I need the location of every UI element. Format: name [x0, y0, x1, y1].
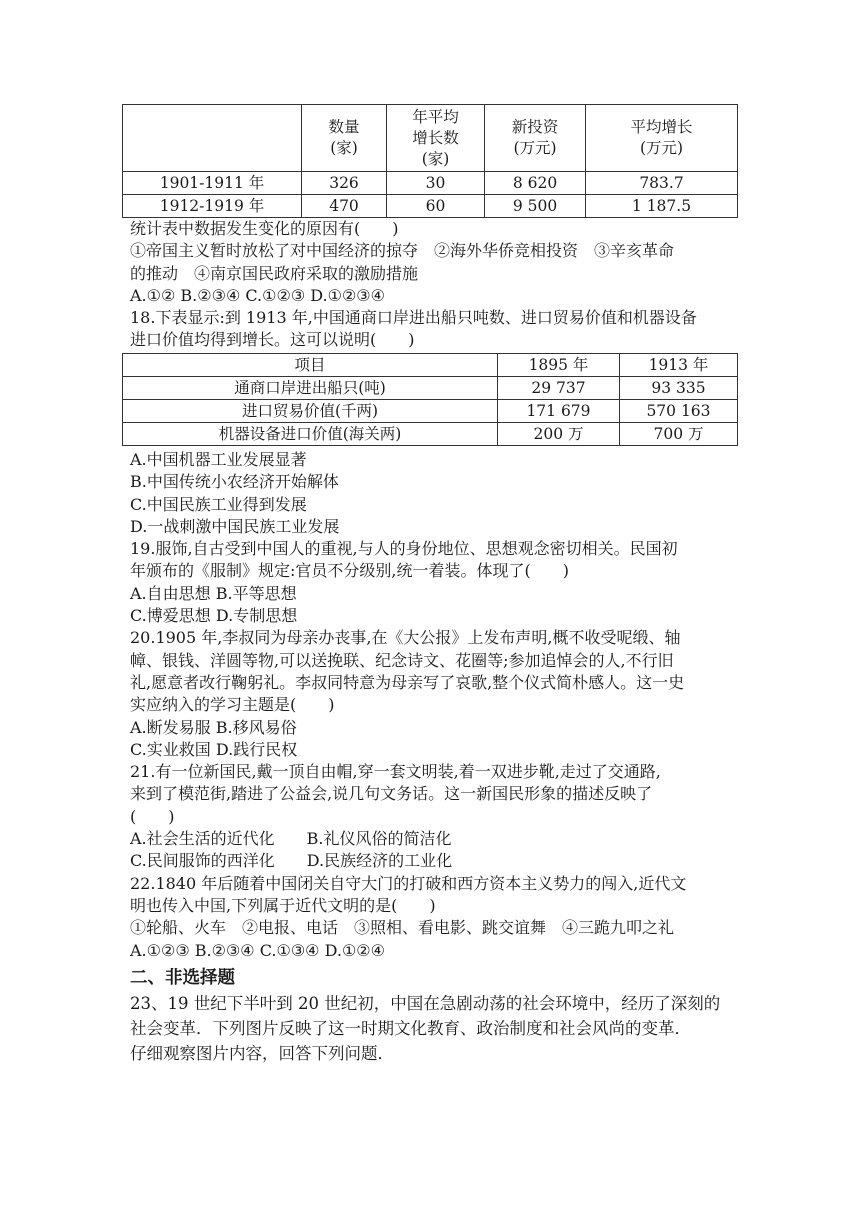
- trade-growth-table: [122, 353, 738, 446]
- question-stem: 礼,愿意者改行鞠躬礼。李叔同特意为母亲写了哀歌,整个仪式简朴感人。这一史: [130, 672, 685, 692]
- question-stem: ( ): [130, 806, 175, 826]
- question-stem: 22.1840 年后随着中国闭关自守大门的打破和西方资本主义势力的闯入,近代文: [130, 873, 687, 893]
- table-header-row: [123, 354, 738, 377]
- questions-18-22: [130, 449, 750, 962]
- question-stem: 年颁布的《服制》规定:官员不分级别,统一着装。体现了( ): [130, 561, 569, 581]
- table-cell: 200 万: [498, 423, 620, 446]
- answer-options: C.博爱思想 D.专制思想: [130, 606, 298, 626]
- question-17: [130, 218, 750, 352]
- question-stem: 来到了模范街,踏进了公益会,说几句文务话。这一新国民形象的描述反映了: [130, 784, 653, 804]
- answer-options: A.①②③ B.②③④ C.①③④ D.①②④: [130, 940, 385, 960]
- table-cell: 1901-1911 年: [123, 172, 302, 195]
- table-cell: 93 335: [620, 377, 738, 400]
- table-cell: 1912-1919 年: [123, 195, 302, 218]
- question-stem: 进口价值均得到增长。这可以说明( ): [130, 330, 415, 350]
- table-cell: 29 737: [498, 377, 620, 400]
- question-stem: 社会变革．下列图片反映了这一时期文化教育、政治制度和社会风尚的变革．: [130, 1019, 691, 1038]
- question-stem: 23、19 世纪下半叶到 20 世纪初，中国在急剧动荡的社会环境中，经历了深刻的: [130, 994, 721, 1013]
- table-header-cell: [123, 105, 302, 172]
- table-cell: 570 163: [620, 400, 738, 423]
- table-cell: 9 500: [485, 195, 586, 218]
- question-stem: 20.1905 年,李叔同为母亲办丧事,在《大公报》上发布声明,概不收受呢缎、轴: [130, 628, 681, 648]
- table-cell: 60: [387, 195, 485, 218]
- table-header-cell: 1913 年: [620, 354, 738, 377]
- table-cell: 30: [387, 172, 485, 195]
- answer-options: C.民间服饰的西洋化 D.民族经济的工业化: [130, 851, 453, 871]
- table-row: [123, 400, 738, 423]
- table-cell: 326: [302, 172, 387, 195]
- table-cell: 进口贸易价值(千两): [123, 400, 498, 423]
- question-stem: 21.有一位新国民,戴一顶自由帽,穿一套文明装,着一双进步靴,走过了交通路,: [130, 762, 661, 782]
- table-header-cell: 项目: [123, 354, 498, 377]
- section-heading: 二、非选择题: [130, 968, 235, 988]
- question-stem: 明也传入中国,下列属于近代文明的是( ): [130, 895, 436, 915]
- table-row: [123, 195, 738, 218]
- answer-option: A.中国机器工业发展显著: [130, 450, 307, 469]
- answer-options: A.社会生活的近代化 B.礼仪风俗的简洁化: [130, 829, 452, 849]
- table-header-cell: 新投资 (万元): [485, 105, 586, 172]
- question-stem: 18.下表显示:到 1913 年,中国通商口岸进出船只吨数、进口贸易价值和机器设备: [130, 308, 697, 328]
- table-header-cell: 1895 年: [498, 354, 620, 377]
- table-cell: 783.7: [586, 172, 738, 195]
- table-header-cell: 平均增长 (万元): [586, 105, 738, 172]
- table-cell: 700 万: [620, 423, 738, 446]
- table-cell: 171 679: [498, 400, 620, 423]
- question-stem: 幛、银钱、洋圆等物,可以送挽联、纪念诗文、花圈等;参加追悼会的人,不行旧: [130, 650, 674, 670]
- question-line: ①帝国主义暂时放松了对中国经济的掠夺 ②海外华侨竞相投资 ③辛亥革命: [130, 241, 675, 261]
- question-stem: 实应纳入的学习主题是( ): [130, 695, 335, 715]
- answer-options: A.断发易服 B.移风易俗: [130, 717, 297, 737]
- question-items: ①轮船、火车 ②电报、电话 ③照相、看电影、跳交谊舞 ④三跪九叩之礼: [130, 918, 675, 938]
- table-header-cell: 数量 (家): [302, 105, 387, 172]
- table-cell: 1 187.5: [586, 195, 738, 218]
- answer-option: D.一战刺激中国民族工业发展: [130, 516, 340, 536]
- answer-options: A.自由思想 B.平等思想: [130, 583, 297, 603]
- question-23: [130, 991, 750, 1066]
- answer-option: C.中国民族工业得到发展: [130, 494, 307, 514]
- table-row: [123, 377, 738, 400]
- table-cell: 通商口岸进出船只(吨): [123, 377, 498, 400]
- table-cell: 470: [302, 195, 387, 218]
- question-stem: 统计表中数据发生变化的原因有( ): [130, 219, 399, 238]
- answer-option: B.中国传统小农经济开始解体: [130, 472, 339, 492]
- question-stem: 仔细观察图片内容，回答下列问题．: [130, 1044, 394, 1063]
- question-line: 的推动 ④南京国民政府采取的激励措施: [130, 263, 419, 283]
- table-cell: 8 620: [485, 172, 586, 195]
- enterprise-stats-table: [122, 104, 738, 218]
- table-row: [123, 172, 738, 195]
- answer-options: C.实业救国 D.践行民权: [130, 739, 298, 759]
- table-header-cell: 年平均 增长数 (家): [387, 105, 485, 172]
- table-row: [123, 423, 738, 446]
- answer-options: A.①② B.②③④ C.①②③ D.①②③④: [130, 285, 385, 305]
- table-header-row: [123, 105, 738, 172]
- question-stem: 19.服饰,自古受到中国人的重视,与人的身份地位、思想观念密切相关。民国初: [130, 539, 678, 559]
- table-cell: 机器设备进口价值(海关两): [123, 423, 498, 446]
